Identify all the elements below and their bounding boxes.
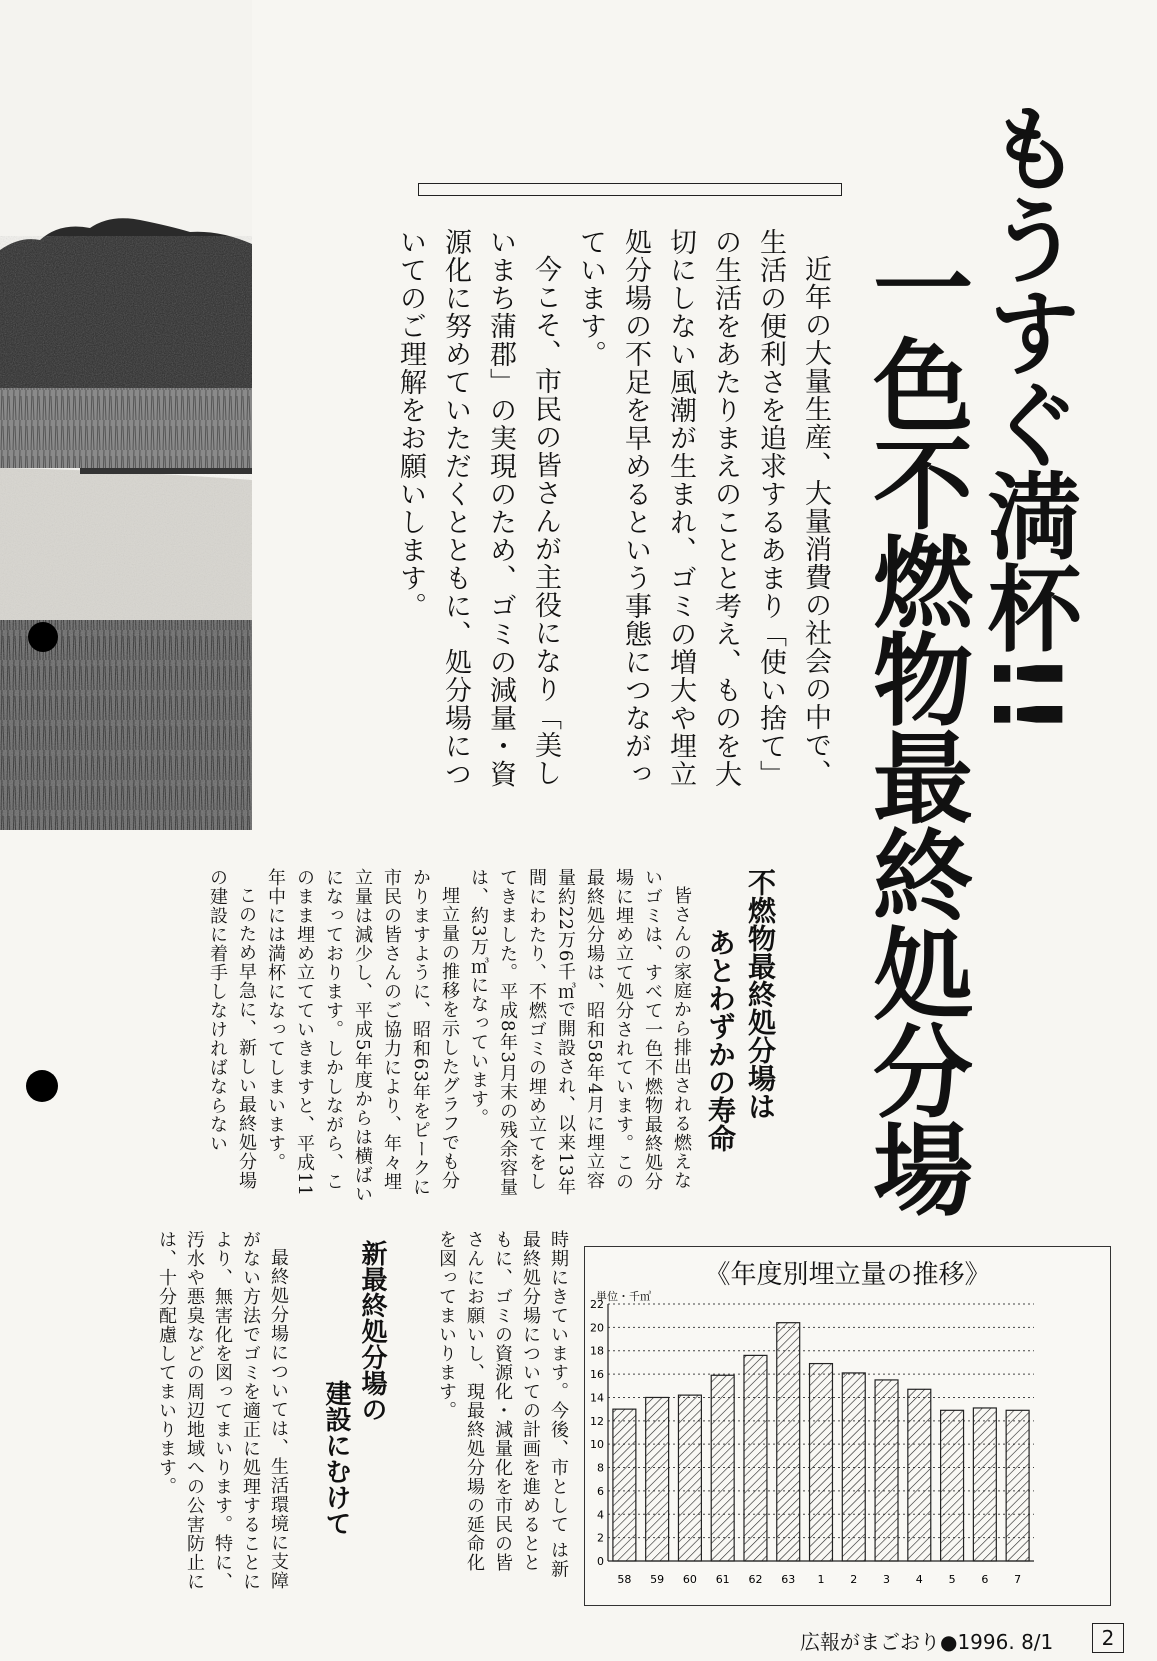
section-heading-line: 不燃物最終処分場は: [744, 868, 777, 1120]
section-heading-lifespan: [700, 868, 780, 1228]
bar: [1006, 1410, 1029, 1561]
bar: [744, 1355, 767, 1561]
section-heading-line: あとわずかの寿命: [704, 928, 737, 1152]
x-tick-label: 62: [748, 1573, 763, 1586]
section-body-lifespan: [102, 868, 696, 1208]
section-body-construction: [102, 1230, 292, 1600]
bar: [941, 1410, 964, 1561]
section-body-continued: 時期にきています。今後、市として は新最終処分場についての計画を進めるとともに、ゴミの資源化・減量化を市民の皆さんにお願いし、現最終処分場の延命化を図ってまいります。: [436, 1230, 569, 1579]
y-tick-label: 0: [597, 1555, 604, 1568]
decorative-rule: [418, 183, 842, 196]
body-paragraph: 埋立量の推移を示したグラフでも分かりますように、昭和63年をピークに市民の皆さんのご協力により、年々埋立量は減少し、平成5年度からは横ばいになっております。しかしながら、このまま埋め立てていきますと、平成11年中には満杯になってしまいます。: [265, 868, 460, 1204]
x-tick-label: 6: [981, 1573, 989, 1586]
bar: [842, 1373, 865, 1561]
x-tick-label: 4: [915, 1573, 923, 1586]
bullet-icon: ●: [940, 1630, 958, 1654]
y-tick-label: 10: [590, 1438, 604, 1452]
x-tick-label: 61: [715, 1573, 730, 1586]
y-tick-label: 4: [597, 1508, 604, 1522]
x-tick-label: 58: [617, 1573, 632, 1586]
bar: [810, 1364, 833, 1561]
binder-hole: [28, 622, 58, 652]
intro-paragraph: 近年の大量生産、大量消費の社会の中で、生活の便利さを追求するあまり「使い捨て」の生活をあたりまえのことと考え、ものを大切にしない風潮が生まれ、ゴミの増大や埋立処分場の不足を早めるという事態につながっています。: [575, 228, 831, 788]
footer-publication: [800, 1626, 1053, 1655]
y-tick-label: 18: [590, 1344, 604, 1358]
bar: [908, 1389, 931, 1561]
body-paragraph: 最終処分場については、生活環境に支障がない方法でゴミを適正に処理することにより、無害化を図ってまいります。特に、汚水や悪臭などの周辺地域への公害防止には、十分配慮してまいります。: [156, 1230, 289, 1591]
body-paragraph: 皆さんの家庭から排出される燃えないゴミは、すべて一色不燃物最終処分場に埋め立て処分されています。この最終処分場は、昭和58年4月に埋立容量約22万6千㎥で開設され、以来13年間にわたり、不燃ゴミの埋め立てをしてきました。平成8年3月末の残余容量は、約3万㎥になっています。: [468, 868, 692, 1197]
x-tick-label: 2: [850, 1573, 858, 1586]
binder-hole: [26, 1070, 58, 1102]
body-paragraph: このため早急に、新しい最終処分場の建設に着手しなければならない: [207, 868, 257, 1190]
y-tick-label: 12: [590, 1414, 604, 1428]
headline-line1: もうすぐ満杯!!: [971, 100, 1080, 734]
section-heading-line: 新最終処分場の: [357, 1240, 387, 1422]
page-number: 2: [1092, 1623, 1124, 1653]
y-tick-label: 14: [590, 1391, 604, 1405]
y-tick-label: 8: [597, 1461, 604, 1475]
publication-name: 広報がまごおり: [800, 1630, 940, 1654]
bar: [678, 1395, 701, 1561]
x-tick-label: 5: [948, 1573, 956, 1586]
y-tick-label: 20: [590, 1321, 604, 1335]
headline-line2: 一色不燃物最終処分場: [856, 236, 973, 1216]
bar: [711, 1375, 734, 1561]
bar-chart: [584, 1246, 1111, 1606]
section-heading-construction: [310, 1240, 390, 1630]
x-tick-label: 60: [682, 1573, 697, 1586]
x-tick-label: 1: [817, 1573, 825, 1586]
chart-unit-label: 単位・千㎥: [596, 1290, 651, 1303]
bar: [646, 1397, 669, 1561]
bar: [613, 1409, 636, 1561]
y-tick-label: 6: [597, 1484, 604, 1498]
bar: [777, 1323, 800, 1561]
publication-date: 1996. 8/1: [957, 1630, 1054, 1654]
x-tick-label: 3: [883, 1573, 891, 1586]
bar: [973, 1408, 996, 1561]
y-tick-label: 22: [590, 1298, 604, 1311]
y-tick-label: 2: [597, 1531, 604, 1545]
bar: [875, 1380, 898, 1561]
x-tick-label: 63: [781, 1573, 796, 1586]
intro-paragraph: 今こそ、市民の皆さんが主役になり「美しいまち蒲郡」の実現のため、ゴミの減量・資源化に努めていただくとともに、処分場についてのご理解をお願いします。: [395, 228, 561, 788]
section-heading-line: 建設にむけて: [321, 1380, 351, 1536]
x-tick-label: 7: [1014, 1573, 1022, 1586]
intro-text: [395, 228, 838, 788]
y-tick-label: 16: [590, 1368, 604, 1382]
x-tick-label: 59: [650, 1573, 665, 1586]
chart-title: 《年度別埋立量の推移》: [704, 1260, 991, 1290]
landscape-photo: [0, 0, 252, 830]
